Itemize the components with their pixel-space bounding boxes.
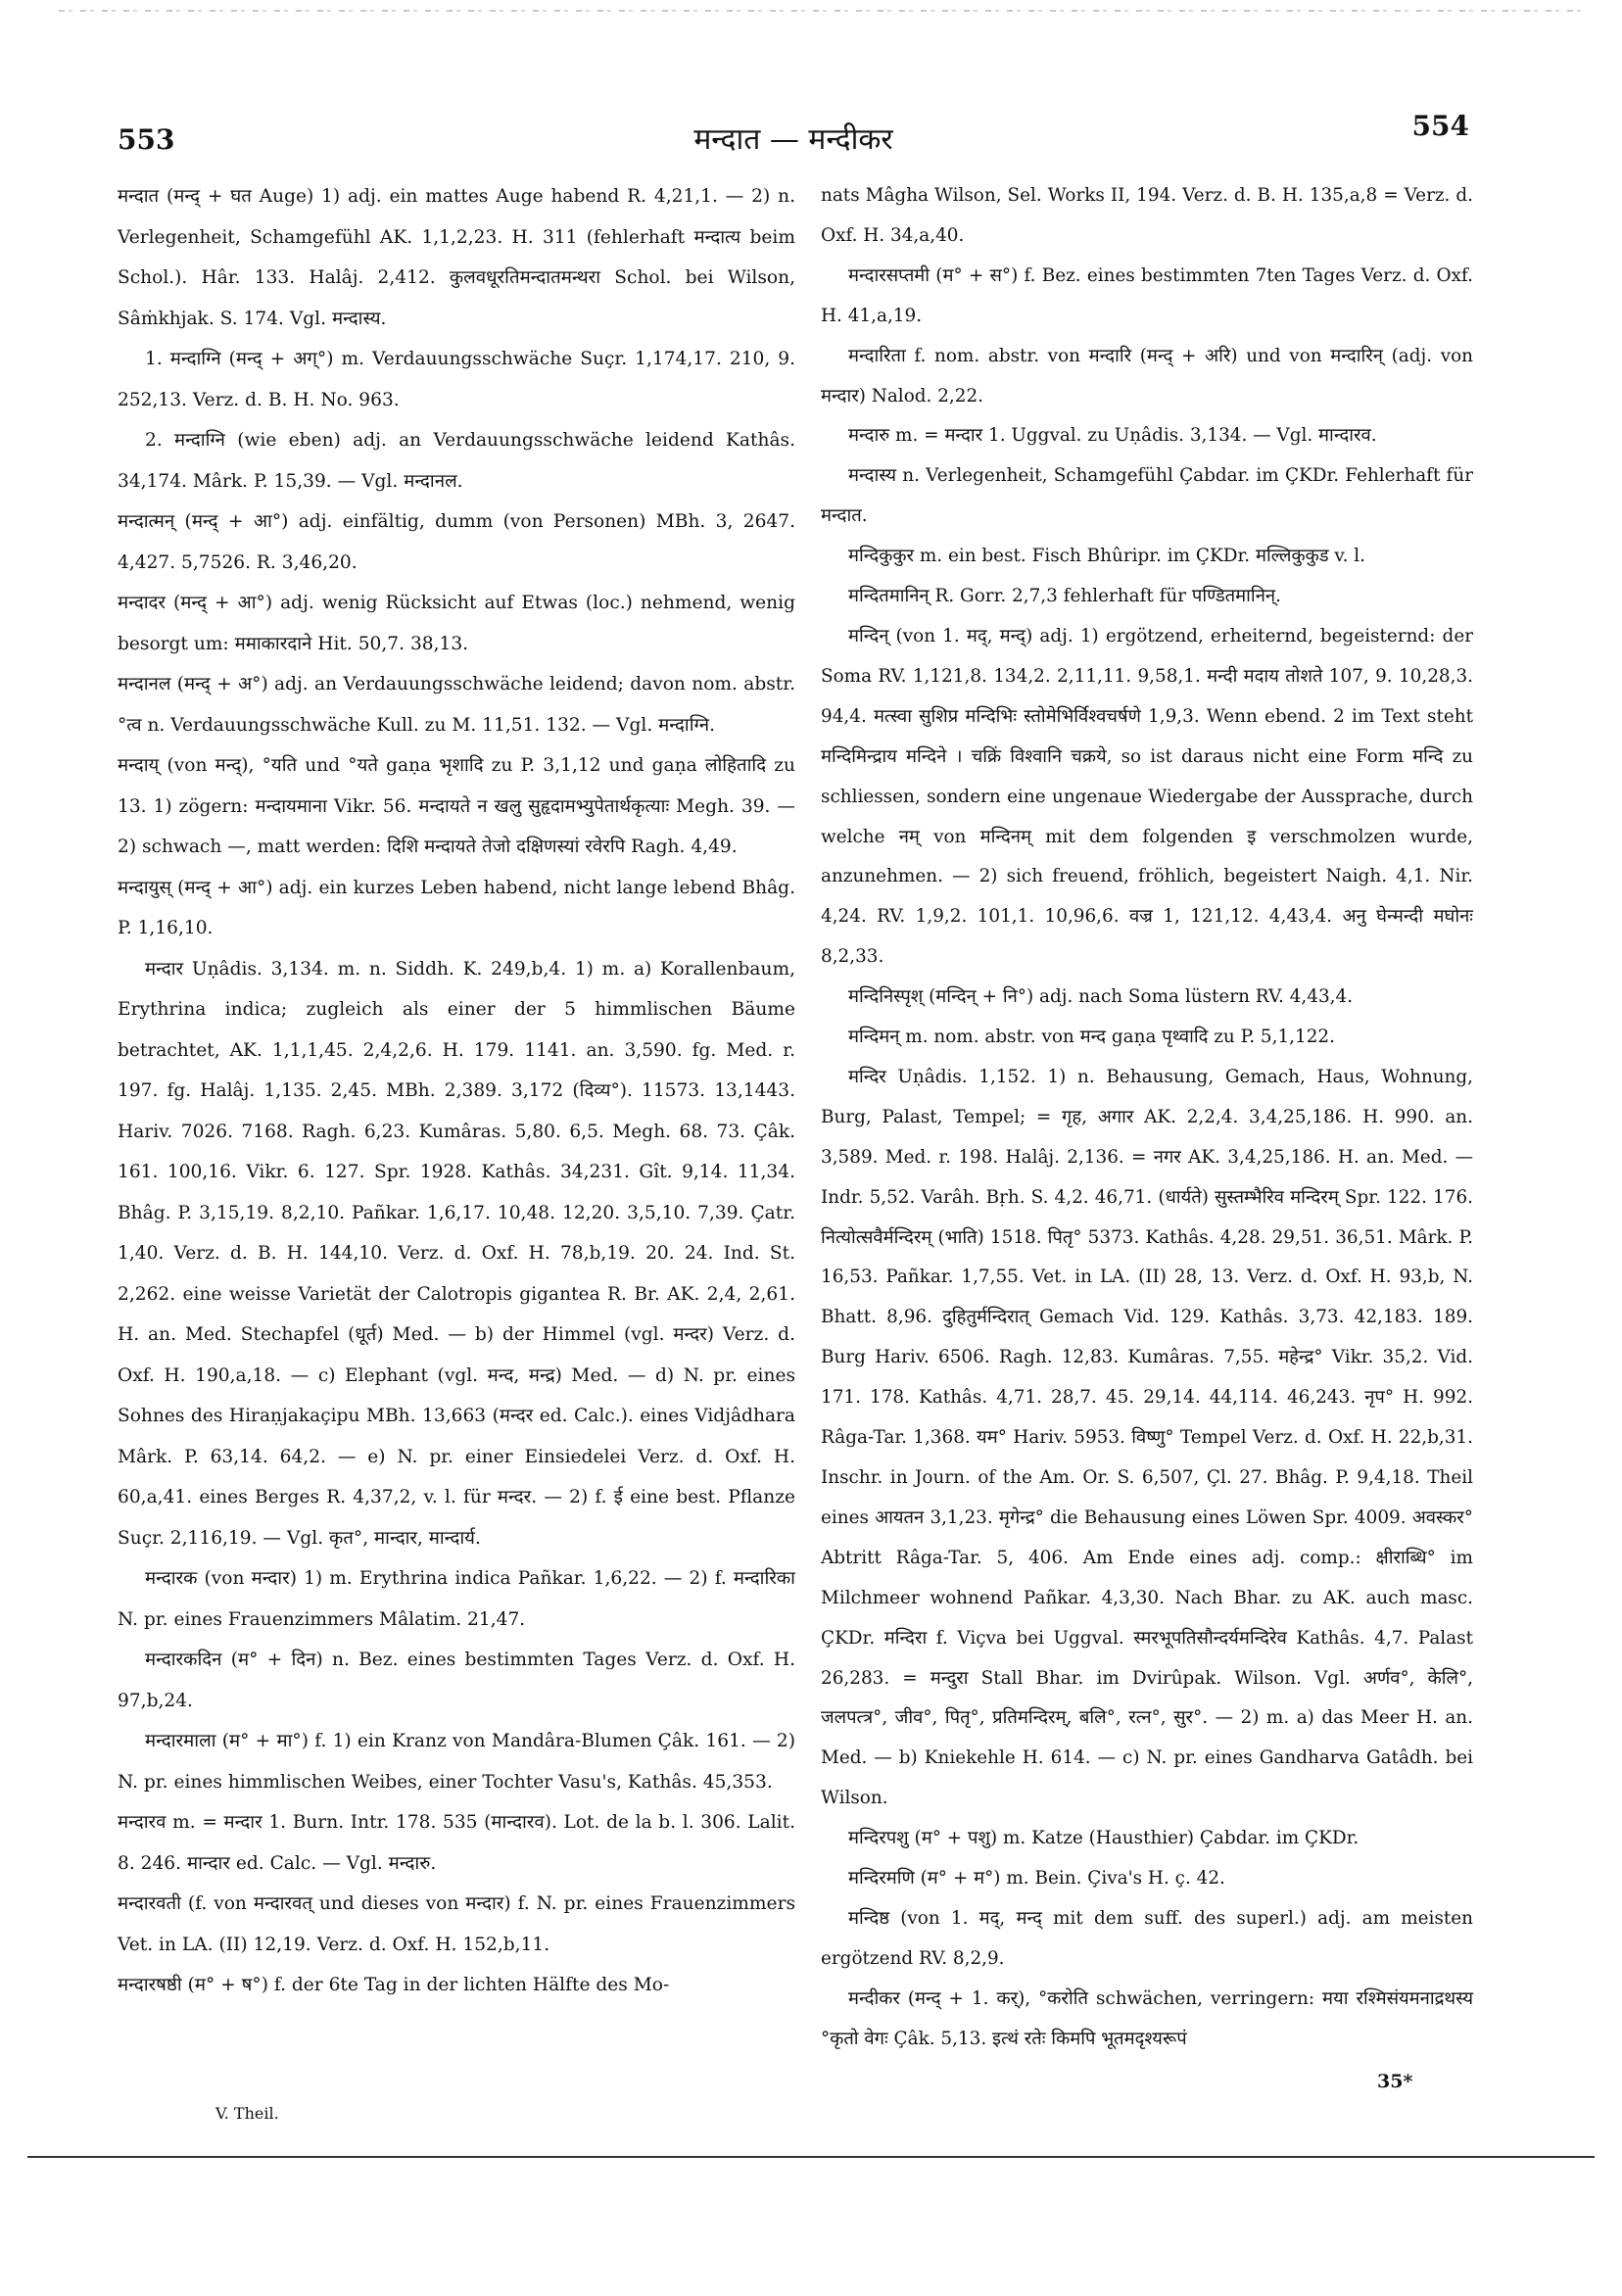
dictionary-entry: 2. मन्दाग्नि (wie eben) adj. an Verdauungsschwäche leidend Kathâs. 34,174. Mârk. P. 15,39. — Vgl. मन्दानल.: [118, 430, 795, 492]
dictionary-entry: मन्दार Uṇâdis. 3,134. m. n. Siddh. K. 249,b,4. 1) m. a) Korallenbaum, Erythrina indica; zugleich als einer der 5 himmlischen Bäume betrachtet, AK. 1,1,1,45. 2,4,2,6. H. 179. 1141. an. 3,590. fg. Med. r. 197. fg. Halâj. 1,135. 2,45. MBh. 2,389. 3,172 (दिव्य°). 11573. 13,1443. Hariv. 7026. 7168. Ragh. 6,23. Kumâras. 5,80. 6,5. Megh. 68. 73. Çâk. 161. 100,16. Vikr. 6. 127. Spr. 1928. Kathâs. 34,231. Gît. 9,14. 11,34. Bhâg. P. 3,15,19. 8,2,10. Pañkar. 1,6,17. 10,48. 12,20. 3,5,10. 7,39. Çatr. 1,40. Verz. d. B. H. 144,10. Verz. d. Oxf. H. 78,b,19. 20. 24. Ind. St. 2,262. eine weisse Varietät der Calotropis gigantea R. Br. AK. 2,4, 2,61. H. an. Med. Stechapfel (धूर्त) Med. — b) der Himmel (vgl. मन्दर) Verz. d. Oxf. H. 190,a,18. — c) Elephant (vgl. मन्द, मन्द्र) Med. — d) N. pr. eines Sohnes des Hiraṇjakaçipu MBh. 13,663 (मन्दर ed. Calc.). eines Vidjâdhara Mârk. P. 63,14. 64,2. — e) N. pr. einer Einsiedelei Verz. d. Oxf. H. 60,a,41. eines Berges R. 4,37,2, v. l. für मन्दर. — 2) f. ई eine best. Pflanze Suçr. 2,116,19. — Vgl. कृत°, मान्दार, मान्दार्य.: [118, 958, 795, 1549]
dictionary-entry: मन्दिनिस्पृश् (मन्दिन् + नि°) adj. nach Soma lüstern RV. 4,43,4.: [848, 986, 1354, 1008]
right-column: [821, 176, 1473, 2060]
dictionary-entry: मन्दारु m. = मन्दार 1. Uggval. zu Uṇâdis. 3,134. — Vgl. मान्दारव.: [848, 425, 1377, 447]
dictionary-entry: मन्दात (मन्द् + घत Auge) 1) adj. ein mattes Auge habend R. 4,21,1. — 2) n. Verlegenheit, Schamgefühl AK. 1,1,2,23. H. 311 (fehlerhaft मन्दात्य beim Schol.). Hâr. 133. Halâj. 2,412. कुलवधूरतिमन्दातमन्थरा Schol. bei Wilson, Sâṁkhjak. S. 174. Vgl. मन्दास्य.: [118, 186, 795, 329]
dictionary-entry: मन्दिष्ठ (von 1. मद्, मन्द् mit dem suff. des superl.) adj. am meisten ergötzend RV. 8,2,9.: [821, 1907, 1473, 1969]
dictionary-entry: मन्दिकुकुर m. ein best. Fisch Bhûripr. im ÇKDr. मल्लिकुकुड v. l.: [848, 546, 1366, 567]
dictionary-entry: मन्दिमन् m. nom. abstr. von मन्द gaṇa पृथ्वादि zu P. 5,1,122.: [848, 1027, 1335, 1048]
left-column: [118, 176, 795, 2006]
dictionary-entry: मन्दारमाला (म° + मा°) f. 1) ein Kranz von Mandâra-Blumen Çâk. 161. — 2) N. pr. eines himmlischen Weibes, einer Tochter Vasu's, Kathâs. 45,353.: [118, 1731, 795, 1793]
sheet-signature: 35*: [1377, 2071, 1413, 2092]
page-number-right: 554: [1411, 110, 1469, 142]
dictionary-entry: मन्दात्मन् (मन्द् + आ°) adj. einfältig, dumm (von Personen) MBh. 3, 2647. 4,427. 5,7526. R. 3,46,20.: [118, 511, 795, 573]
page-header: [118, 106, 1469, 155]
scan-noise-line: [59, 10, 1587, 12]
dictionary-entry: nats Mâgha Wilson, Sel. Works II, 194. Verz. d. B. H. 135,a,8 = Verz. d. Oxf. H. 34,a,40.: [821, 185, 1473, 246]
dictionary-entry: मन्दायुस् (मन्द् + आ°) adj. ein kurzes Leben habend, nicht lange lebend Bhâg. P. 1,16,10.: [118, 877, 795, 938]
dictionary-entry: मन्दारक (von मन्दार) 1) m. Erythrina indica Pañkar. 1,6,22. — 2) f. मन्दारिका N. pr. eines Frauenzimmers Mâlatim. 21,47.: [118, 1568, 795, 1630]
dictionary-entry: मन्दारिता f. nom. abstr. von मन्दारि (मन्द् + अरि) und von मन्दारिन् (adj. von मन्दार) Nalod. 2,22.: [821, 345, 1473, 407]
bottom-rule: [27, 2156, 1595, 2158]
dictionary-entry: मन्दीकर (मन्द् + 1. कर्), °करोति schwächen, verringern: मया रश्मिसंयमनाद्रथस्य °कृतो वेगः Çâk. 5,13. इत्थं रतेः किमपि भूतमदृश्यरूपं: [821, 1987, 1473, 2049]
dictionary-entry: 1. मन्दाग्नि (मन्द् + अग्°) m. Verdauungsschwäche Suçr. 1,174,17. 210, 9. 252,13. Verz. d. B. H. No. 963.: [118, 349, 795, 410]
page-number-left: 553: [118, 123, 175, 156]
dictionary-entry: मन्दारषष्ठी (म° + ष°) f. der 6te Tag in der lichten Hälfte des Mo-: [118, 1975, 670, 1995]
dictionary-entry: मन्दारवती (f. von मन्दारवत् und dieses von मन्दार) f. N. pr. eines Frauenzimmers Vet. in LA. (II) 12,19. Verz. d. Oxf. H. 152,b,11.: [118, 1893, 795, 1955]
dictionary-entry: मन्दाय् (von मन्द्), °यति und °यते gaṇa भृशादि zu P. 3,1,12 und gaṇa लोहितादि zu 13. 1) zögern: मन्दायमाना Vikr. 56. मन्दायते न खलु सुहृदामभ्युपेतार्थकृत्याः Megh. 39. — 2) schwach —, matt werden: दिशि मन्दायते तेजो दक्षिणस्यां रवेरपि Ragh. 4,49.: [118, 755, 795, 857]
dictionary-entry: मन्दास्य n. Verlegenheit, Schamgefühl Çabdar. im ÇKDr. Fehlerhaft für मन्दात.: [821, 465, 1473, 527]
dictionary-entry: मन्दितमानिन् R. Gorr. 2,7,3 fehlerhaft für पण्डितमानिन्.: [848, 586, 1281, 607]
dictionary-entry: मन्दारव m. = मन्दार 1. Burn. Intr. 178. 535 (मान्दारव). Lot. de la b. l. 306. Lalit. 8. 246. मान्दार ed. Calc. — Vgl. मन्दारु.: [118, 1812, 795, 1874]
dictionary-entry: मन्दानल (मन्द् + अ°) adj. an Verdauungsschwäche leidend; davon nom. abstr. °त्व n. Verdauungsschwäche Kull. zu M. 11,51. 132. — Vgl. मन्दाग्नि.: [118, 674, 795, 736]
volume-signature: V. Theil.: [215, 2104, 279, 2123]
dictionary-entry: मन्दारकदिन (म° + दिन) n. Bez. eines bestimmten Tages Verz. d. Oxf. H. 97,b,24.: [118, 1650, 795, 1711]
dictionary-entry: मन्दिन् (von 1. मद्, मन्द्) adj. 1) ergötzend, erheiternd, begeisternd: der Soma RV. 1,121,8. 134,2. 2,11,11. 9,58,1. मन्दी मदाय तोशते 107, 9. 10,28,3. 94,4. मत्स्वा सुशिप्र मन्दिभिः स्तोमेभिर्विश्वचर्षणे 1,9,3. Wenn ebend. 2 im Text steht मन्दिमिन्द्राय मन्दिने । चक्रिं विश्वानि चक्रये, so ist daraus nicht eine Form मन्दि zu schliessen, sondern eine ungenaue Wiedergabe der Aussprache, durch welche नम् von मन्दिनम् mit dem folgenden इ verschmolzen wurde, anzunehmen. — 2) sich freuend, fröhlich, begeistert Naigh. 4,1. Nir. 4,24. RV. 1,9,2. 101,1. 10,96,6. वज्र 1, 121,12. 4,43,4. अनु घेन्मन्दी मघोनः 8,2,33.: [821, 625, 1473, 968]
dictionary-entry: मन्दिरपशु (म° + पशु) m. Katze (Hausthier) Çabdar. im ÇKDr.: [848, 1828, 1360, 1849]
dictionary-entry: मन्दादर (मन्द् + आ°) adj. wenig Rücksicht auf Etwas (loc.) nehmend, wenig besorgt um: ममाकारदाने Hit. 50,7. 38,13.: [118, 593, 795, 654]
dictionary-entry: मन्दिर Uṇâdis. 1,152. 1) n. Behausung, Gemach, Haus, Wohnung, Burg, Palast, Tempel; = गृह, अगार AK. 2,2,4. 3,4,25,186. H. 990. an. 3,589. Med. r. 198. Halâj. 2,136. = नगर AK. 3,4,25,186. H. an. Med. — Indr. 5,52. Varâh. Bṛh. S. 4,2. 46,71. (धार्यते) सुस्तम्भैरिव मन्दिरम् Spr. 122. 176. नित्योत्सवैर्मन्दिरम् (भाति) 1518. पितृ° 5373. Kathâs. 4,28. 29,51. 36,51. Mârk. P. 16,53. Pañkar. 1,7,55. Vet. in LA. (II) 28, 13. Verz. d. Oxf. H. 93,b, N. Bhatt. 8,96. दुहितुर्मन्दिरात् Gemach Vid. 129. Kathâs. 3,73. 42,183. 189. Burg Hariv. 6506. Ragh. 12,83. Kumâras. 7,55. महेन्द्र° Vikr. 35,2. Vid. 171. 178. Kathâs. 4,71. 28,7. 45. 29,14. 44,114. 46,243. नृप° H. 992. Râga-Tar. 1,368. यम° Hariv. 5953. विष्णु° Tempel Verz. d. Oxf. H. 22,b,31. Inschr. in Journ. of the Am. Or. S. 6,507, Çl. 27. Bhâg. P. 9,4,18. Theil eines आयतन 3,1,23. मृगेन्द्र° die Behausung eines Löwen Spr. 4009. अवस्कर° Abtritt Râga-Tar. 5, 406. Am Ende eines adj. comp.: क्षीराब्धि° im Milchmeer wohnend Pañkar. 4,3,30. Nach Bhar. zu AK. auch masc. ÇKDr. मन्दिरा f. Viçva bei Uggval. स्मरभूपतिसौन्दर्यमन्दिरेव Kathâs. 4,7. Palast 26,283. = मन्दुरा Stall Bhar. im Dvirûpak. Wilson. Vgl. अर्णव°, केलि°, जलपत्त्र°, जीव°, पितृ°, प्रतिमन्दिरम्, बलि°, रत्न°, सुर°. — 2) m. a) das Meer H. an. Med. — b) Kniekehle H. 614. — c) N. pr. eines Gandharva Gatâdh. bei Wilson.: [821, 1066, 1473, 1809]
running-head: मन्दात — मन्दीकर: [693, 122, 893, 157]
dictionary-entry: मन्दारसप्तमी (म° + स°) f. Bez. eines bestimmten 7ten Tages Verz. d. Oxf. H. 41,a,19.: [821, 264, 1473, 326]
dictionary-entry: मन्दिरमणि (म° + म°) m. Bein. Çiva's H. ç. 42.: [848, 1868, 1225, 1889]
